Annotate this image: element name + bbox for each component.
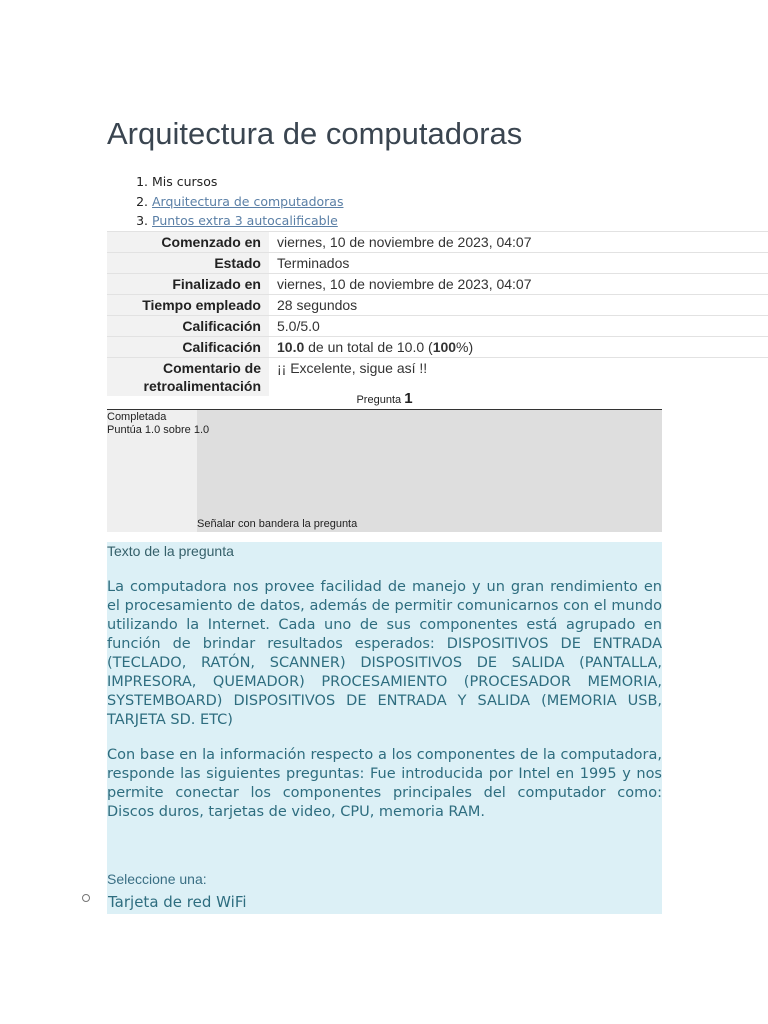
feedback-label-line1: Comentario de <box>162 360 261 376</box>
summary-row-started <box>107 232 768 253</box>
grade-percent: 100 <box>432 339 457 355</box>
summary-row-marks <box>107 316 768 337</box>
flag-question-link[interactable]: Señalar con bandera la pregunta <box>197 518 358 530</box>
summary-label: Calificación <box>107 316 269 337</box>
summary-value: ¡¡ Excelente, sigue así !! <box>269 358 768 397</box>
question-prefix: Pregunta <box>356 394 402 406</box>
question-status: Completada <box>107 411 167 423</box>
summary-label: Comenzado en <box>107 232 269 253</box>
summary-value <box>269 337 768 358</box>
question-header <box>107 390 662 410</box>
breadcrumb <box>128 172 343 231</box>
summary-value: 28 segundos <box>269 295 768 316</box>
grade-text-end: %) <box>456 339 474 355</box>
answer-option[interactable] <box>82 892 662 914</box>
grade-text: de un total de 10.0 ( <box>304 339 433 355</box>
breadcrumb-link-quiz[interactable]: Puntos extra 3 autocalificable <box>152 213 338 228</box>
summary-value: 5.0/5.0 <box>269 316 768 337</box>
question-paragraph-1: La computadora nos provee facilidad de manejo y un gran rendimiento en el procesamiento de datos, además de permitir comunicarnos con el mundo utilizando la Internet. Cada uno de sus componentes está agrupado en función de brindar resultados esperados: DISPOSITIVOS DE ENTRADA (TECLADO, RATÓN, SCANNER) DISPOSITIVOS DE SALIDA (PANTALLA, IMPRESORA, QUEMADOR) PROCESAMIENTO (PROCESADOR MEMORIA, SYSTEMBOARD) DISPOSITIVOS DE ENTRADA Y SALIDA (MEMORIA USB, TARJETA SD. ETC) <box>107 579 662 728</box>
breadcrumb-item-course[interactable] <box>152 192 343 212</box>
breadcrumb-item-mis-cursos[interactable] <box>152 172 343 192</box>
summary-value: Terminados <box>269 253 768 274</box>
question-text <box>107 578 662 838</box>
question-text-label: Texto de la pregunta <box>107 543 234 559</box>
question-paragraph-2: Con base en la información respecto a los componentes de la computadora, responde las siguientes preguntas: Fue introducida por Intel en 1995 y nos permite conectar los componentes principales del computador como: Discos duros, tarjetas de video, CPU, memoria RAM. <box>107 747 662 820</box>
summary-row-grade <box>107 337 768 358</box>
grade-value: 10.0 <box>277 339 305 355</box>
summary-label: Estado <box>107 253 269 274</box>
attempt-summary-table <box>107 231 768 396</box>
question-number: 1 <box>404 390 413 407</box>
question-score: Puntúa 1.0 sobre 1.0 <box>107 424 210 436</box>
summary-label: Calificación <box>107 337 269 358</box>
question-info <box>107 410 662 532</box>
answer-option-label[interactable]: Tarjeta de red WiFi <box>108 893 247 911</box>
summary-row-time <box>107 295 768 316</box>
summary-value: viernes, 10 de noviembre de 2023, 04:07 <box>269 232 768 253</box>
summary-row-finished <box>107 274 768 295</box>
feedback-label-line2: retroalimentación <box>143 378 261 394</box>
select-prompt: Seleccione una: <box>107 871 207 887</box>
summary-row-state <box>107 253 768 274</box>
page-title: Arquitectura de computadoras <box>107 116 523 151</box>
summary-label: Tiempo empleado <box>107 295 269 316</box>
summary-label: Finalizado en <box>107 274 269 295</box>
breadcrumb-link-course[interactable]: Arquitectura de computadoras <box>152 193 344 209</box>
breadcrumb-item-quiz[interactable] <box>152 211 343 231</box>
question-content <box>107 542 662 914</box>
summary-value: viernes, 10 de noviembre de 2023, 04:07 <box>269 274 768 295</box>
answer-radio[interactable] <box>82 894 90 902</box>
breadcrumb-label[interactable]: Mis cursos <box>152 174 218 189</box>
